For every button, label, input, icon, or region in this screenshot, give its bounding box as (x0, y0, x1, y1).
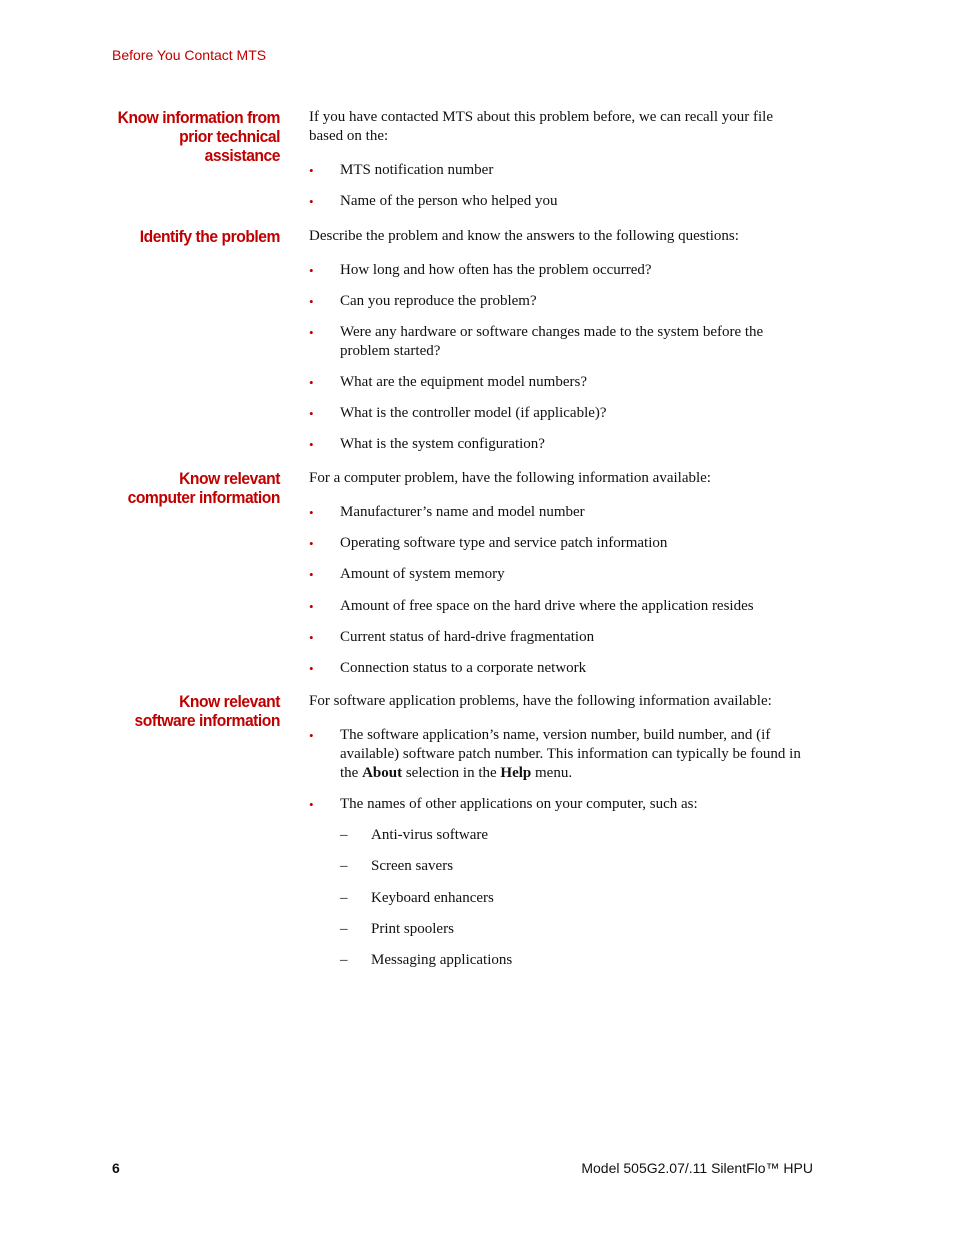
bullet-icon: • (309, 163, 314, 178)
list-item: • Can you reproduce the problem? (309, 293, 537, 309)
footer-title: Model 505G2.07/.11 SilentFlo™ HPU (581, 1160, 813, 1176)
list-item: • What is the controller model (if applicable)? (309, 405, 607, 421)
list-item: • What are the equipment model numbers? (309, 374, 587, 390)
bullet-icon: • (309, 630, 314, 645)
dash-icon: – (340, 890, 348, 906)
bullet-icon: • (309, 375, 314, 390)
sub-list-item: – Screen savers (340, 858, 454, 874)
list-item: • MTS notification number (309, 162, 494, 178)
bullet-icon: • (309, 536, 314, 551)
heading-line: assistance (204, 146, 280, 165)
bullet-list (309, 161, 809, 211)
bullet-icon: • (309, 505, 314, 520)
list-item: • Operating software type and service patch information (309, 535, 668, 551)
list-item: • Current status of hard-drive fragmentation (309, 629, 595, 645)
heading-line: Know relevant (179, 469, 280, 488)
bullet-icon: • (309, 325, 314, 340)
dash-icon: – (340, 858, 348, 874)
bullet-list (309, 503, 809, 678)
section-body (309, 108, 809, 211)
bullet-icon: • (309, 661, 314, 676)
list-item: • Connection status to a corporate network (309, 660, 587, 676)
section-body (309, 692, 809, 970)
bullet-list (309, 726, 809, 970)
list-item: • Amount of system memory (309, 566, 505, 582)
list-item: • Manufacturer’s name and model number (309, 504, 585, 520)
bullet-icon: • (309, 406, 314, 421)
sub-list (340, 826, 809, 970)
bullet-icon: • (309, 294, 314, 309)
page-number: 6 (112, 1160, 120, 1176)
dash-icon: – (340, 921, 348, 937)
list-item: • What is the system configuration? (309, 436, 545, 452)
heading-line: Know relevant (179, 692, 280, 711)
bullet-icon: • (309, 797, 314, 812)
heading-line: Know information from (117, 108, 280, 127)
list-item: • Amount of free space on the hard drive where the application resides (309, 598, 754, 614)
heading-line: software information (134, 711, 280, 730)
bullet-icon: • (309, 567, 314, 582)
dash-icon: – (340, 827, 348, 843)
heading-line: prior technical (179, 127, 280, 146)
list-item: • Were any hardware or software changes made to the system before the problem started? (309, 324, 764, 359)
list-item: • The names of other applications on your computer, such as: – Anti-virus software – Screen savers – Keyboard enhancers – Print spoolers – Messaging applications (309, 795, 809, 970)
bold-about: About (362, 765, 403, 781)
list-item: • How long and how often has the problem occurred? (309, 262, 652, 278)
bullet-icon: • (309, 728, 314, 743)
section-heading (105, 227, 280, 246)
intro-text: If you have contacted MTS about this problem before, we can recall your file based on the: (309, 109, 773, 144)
section-heading (105, 108, 280, 165)
bullet-icon: • (309, 194, 314, 209)
bold-help: Help (500, 765, 532, 781)
intro-text: For software application problems, have the following information available: (309, 693, 772, 709)
sub-list-item: – Messaging applications (340, 952, 513, 968)
section-body (309, 227, 809, 454)
bullet-icon: • (309, 437, 314, 452)
list-item: • Name of the person who helped you (309, 193, 558, 209)
sub-list-item: – Keyboard enhancers (340, 890, 494, 906)
bullet-list (309, 261, 809, 454)
section-body (309, 469, 809, 678)
intro-text: For a computer problem, have the following information available: (309, 470, 711, 486)
heading-line: computer information (127, 488, 280, 507)
list-item: • The software application’s name, version number, build number, and (if available) software patch number. This information can typically be found in the About selection in the Help menu. (309, 727, 801, 781)
heading-line: Identify the problem (139, 227, 280, 246)
bullet-icon: • (309, 599, 314, 614)
dash-icon: – (340, 952, 348, 968)
section-heading (105, 692, 280, 730)
section-heading (105, 469, 280, 507)
bullet-icon: • (309, 263, 314, 278)
sub-list-item: – Print spoolers (340, 921, 454, 937)
intro-text: Describe the problem and know the answers to the following questions: (309, 228, 739, 244)
sub-list-item: – Anti-virus software (340, 827, 489, 843)
running-head: Before You Contact MTS (112, 47, 267, 63)
